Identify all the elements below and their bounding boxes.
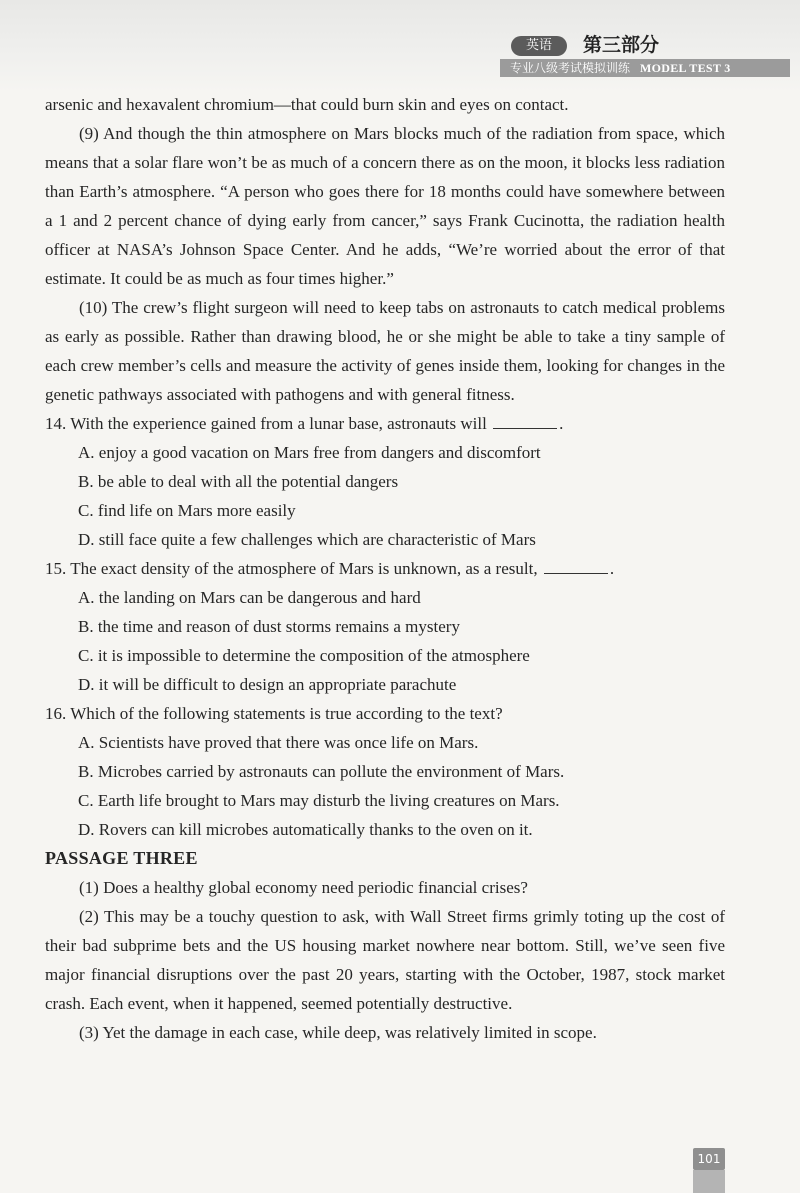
option-d: D. it will be difficult to design an appropriate parachute <box>78 675 457 694</box>
option-b: B. Microbes carried by astronauts can pollute the environment of Mars. <box>78 762 565 781</box>
option-c: C. find life on Mars more easily <box>78 501 296 520</box>
answer-blank <box>493 411 557 429</box>
answer-blank <box>544 556 608 574</box>
question-stem-text: 14. With the experience gained from a lunar base, astronauts will <box>45 414 487 433</box>
passage3-paragraph-1: (1) Does a healthy global economy need periodic financial crises? <box>79 878 528 897</box>
series-title-en: MODEL TEST 3 <box>640 61 731 75</box>
question-stem-end: . <box>609 559 615 578</box>
paragraph-9: (9) And though the thin atmosphere on Mars blocks much of the radiation from space, which means that a solar flare won’t be as much of a concern there as on the moon, it blocks less radiation than Earth’s atmosphere. “A person who goes there for 18 months could have somewhere between a 1 and 2 percent chance of dying early from cancer,” says Frank Cucinotta, the radiation health officer at NASA’s Johnson Space Center. And he adds, “We’re worried about the error of that estimate. It could be as much as four times higher.” <box>45 124 725 288</box>
option-a: A. enjoy a good vacation on Mars free from dangers and discomfort <box>78 443 541 462</box>
part-title: 第三部分 <box>583 34 660 56</box>
page-number: 101 <box>693 1148 725 1170</box>
series-title <box>510 59 731 77</box>
page-content <box>45 90 725 1047</box>
passage3-paragraph-2: (2) This may be a touchy question to ask, with Wall Street firms grimly toting up the cost of their bad subprime bets and the US housing market nowhere near bottom. Still, we’ve seen five major financial disruptions over the past 20 years, starting with the October, 1987, stock market crash. Each event, when it happened, seemed potentially destructive. <box>45 907 725 1013</box>
option-d: D. still face quite a few challenges which are characteristic of Mars <box>78 530 536 549</box>
option-b: B. the time and reason of dust storms remains a mystery <box>78 617 460 636</box>
paragraph-10: (10) The crew’s flight surgeon will need to keep tabs on astronauts to catch medical problems as early as possible. Rather than drawing blood, he or she might be able to take a tiny sample of each crew member’s cells and measure the activity of genes inside them, looking for changes in the genetic pathways associated with pathogens and with general fitness. <box>45 298 725 404</box>
page-header <box>0 0 800 92</box>
series-title-cn: 专业八级考试模拟训练 <box>510 61 631 75</box>
question-14 <box>45 409 725 554</box>
option-c: C. it is impossible to determine the composition of the atmosphere <box>78 646 530 665</box>
question-stem <box>45 409 725 438</box>
option-d: D. Rovers can kill microbes automatically thanks to the oven on it. <box>78 820 533 839</box>
paragraph-continuation: arsenic and hexavalent chromium—that could burn skin and eyes on contact. <box>45 95 569 114</box>
option-a: A. Scientists have proved that there was once life on Mars. <box>78 733 479 752</box>
option-b: B. be able to deal with all the potential dangers <box>78 472 399 491</box>
passage3-paragraph-3: (3) Yet the damage in each case, while deep, was relatively limited in scope. <box>79 1023 597 1042</box>
question-16 <box>45 699 725 844</box>
option-c: C. Earth life brought to Mars may disturb the living creatures on Mars. <box>78 791 560 810</box>
question-stem <box>45 554 725 583</box>
option-a: A. the landing on Mars can be dangerous and hard <box>78 588 421 607</box>
passage-title: PASSAGE THREE <box>45 848 198 868</box>
question-stem-end: . <box>559 414 564 433</box>
question-15 <box>45 554 725 699</box>
question-stem-text: 15. The exact density of the atmosphere of Mars is unknown, as a result, <box>45 559 538 578</box>
subject-badge: 英语 <box>511 36 567 56</box>
question-stem: 16. Which of the following statements is true according to the text? <box>45 704 503 723</box>
page-edge-tab <box>693 1170 725 1193</box>
